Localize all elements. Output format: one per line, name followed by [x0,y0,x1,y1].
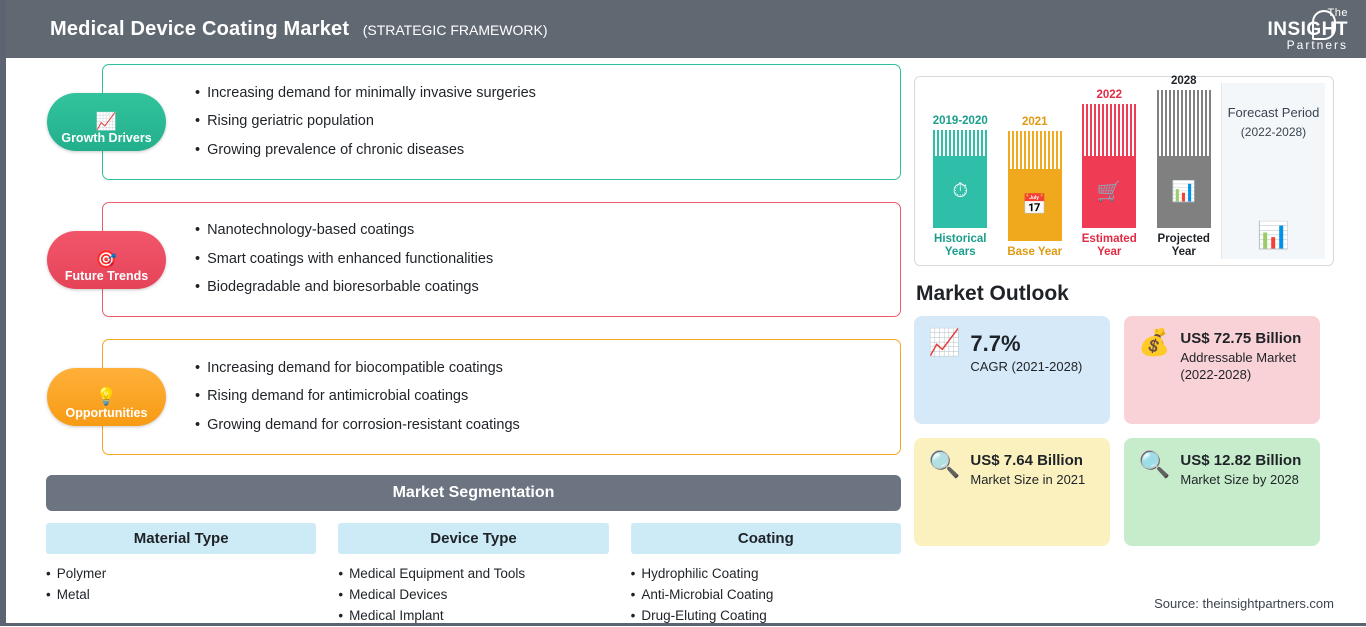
outlook-tile-addressable-market [1124,316,1320,424]
future-trends-pill [47,231,166,289]
year-bar [1008,131,1062,241]
year-caption: Base Year [1007,245,1063,258]
title-subtext: (STRATEGIC FRAMEWORK) [362,21,548,38]
brand-logo [1218,8,1348,52]
tile-value: US$ 12.82 Billion [1180,452,1302,469]
list-item: • Nanotechnology-based coatings [195,217,882,246]
future-trends-label: Future Trends [64,268,149,283]
growth-drivers-list [195,79,882,165]
segment-header: Coating [631,523,901,554]
opportunities-list [195,354,882,440]
clock-history-icon: ⏱ [933,156,987,228]
outlook-tile-market-size-2028 [1124,438,1320,546]
tile-content [1180,451,1301,488]
segmentation-columns [46,523,901,627]
tile-label: CAGR (2021-2028) [970,359,1083,375]
bar-hatch [1008,131,1062,169]
year-bar [1082,104,1136,228]
source-text: Source: theinsightpartners.com [1154,596,1334,611]
growth-drivers-label: Growth Drivers [61,130,152,145]
segmentation-column-device-type [338,523,608,627]
year-bar [1157,90,1211,228]
year-label: 2021 [1021,115,1048,128]
forecast-title: Forecast Period [1227,105,1320,120]
tile-value: 7.7% [970,331,1021,356]
year-label: 2019-2020 [932,114,988,127]
tile-content [970,329,1082,375]
list-item: • Medical Equipment and Tools [338,564,608,585]
list-item: • Drug-Eluting Coating [631,606,901,627]
calendar-icon: 📅 [1008,169,1062,241]
market-outlook-tiles [914,316,1334,546]
cart-chart-icon: 🛒 [1082,156,1136,228]
target-dart-icon: 🎯 [95,249,118,269]
timeline-panel [914,76,1334,266]
lightbulb-icon: 💡 [95,387,118,407]
list-item: • Metal [46,585,316,606]
presentation-team-icon: 📊 [1257,220,1290,250]
logo-line-2: INSIGHT [1267,18,1348,40]
timeline-projected-year [1147,74,1222,259]
bar-hatch [933,130,987,156]
future-trends-list [195,217,882,303]
bar-hatch [1157,90,1211,156]
year-label: 2028 [1170,74,1197,87]
list-item: • Medical Devices [338,585,608,606]
image-chart-icon: 📊 [1157,156,1211,228]
list-item: • Rising demand for antimicrobial coatings [195,383,882,412]
forecast-period-panel [1221,83,1325,259]
left-column [46,64,901,627]
list-item: • Polymer [46,564,316,585]
opportunities-card [65,339,901,455]
list-item: • Increasing demand for minimally invasive surgeries [195,79,882,108]
year-label: 2022 [1096,88,1123,101]
list-item: • Biodegradable and bioresorbable coatings [195,274,882,303]
growth-drivers-pill [47,93,166,151]
segmentation-column-material-type [46,523,316,627]
timeline-historical-years [923,83,998,259]
segment-list [46,564,316,606]
list-item: • Medical Implant [338,606,608,627]
tile-value: US$ 72.75 Billion [1180,330,1302,347]
timeline-estimated-year [1072,83,1147,259]
tile-content [970,451,1085,488]
market-size-icon: 🔍 [1138,449,1171,479]
year-caption: Estimated Year [1081,232,1137,258]
segment-header: Material Type [46,523,316,554]
header-bar [6,0,1366,58]
market-size-icon: 🔍 [928,449,961,479]
list-item: • Rising geriatric population [195,108,882,137]
year-caption: Historical Years [934,232,987,258]
tile-label: Market Size in 2021 [970,471,1086,487]
title-text: Medical Device Coating Market [50,17,350,40]
logo-line-1: The [1327,7,1348,19]
bar-chart-growth-icon: 📈 [95,111,118,131]
tile-value: US$ 7.64 Billion [970,452,1083,469]
future-trends-card [64,202,901,318]
tile-label: Addressable Market (2022-2028) [1180,349,1296,382]
growth-chart-icon: 📈 [928,327,961,357]
segmentation-column-coating [631,523,901,627]
outlook-tile-market-size-2021 [914,438,1110,546]
list-item: • Increasing demand for biocompatible coatings [195,354,882,383]
right-column [914,76,1334,546]
outlook-tile-cagr [914,316,1110,424]
list-item: • Hydrophilic Coating [631,564,901,585]
market-outlook-title: Market Outlook [916,282,1069,305]
list-item: • Anti-Microbial Coating [631,585,901,606]
timeline-base-year [998,83,1073,259]
page-title [50,18,548,41]
year-caption: Projected Year [1157,232,1210,258]
logo-line-3: Partners [1286,38,1348,53]
segment-list [631,564,901,627]
list-item: • Smart coatings with enhanced functionalities [195,245,882,274]
opportunities-label: Opportunities [65,406,148,421]
list-item: • Growing prevalence of chronic diseases [195,136,882,165]
growth-drivers-card [61,64,901,180]
opportunities-pill [47,368,166,426]
forecast-range: (2022-2028) [1240,125,1307,140]
bar-hatch [1082,104,1136,156]
year-bar [933,130,987,228]
list-item: • Growing demand for corrosion-resistant coatings [195,412,882,441]
market-segmentation-title: Market Segmentation [46,475,901,511]
money-bulb-icon: 💰 [1138,327,1171,357]
logo-mark-icon [1312,10,1336,40]
tile-content [1180,329,1306,383]
segment-list [338,564,608,627]
segment-header: Device Type [338,523,608,554]
tile-label: Market Size by 2028 [1180,471,1299,487]
